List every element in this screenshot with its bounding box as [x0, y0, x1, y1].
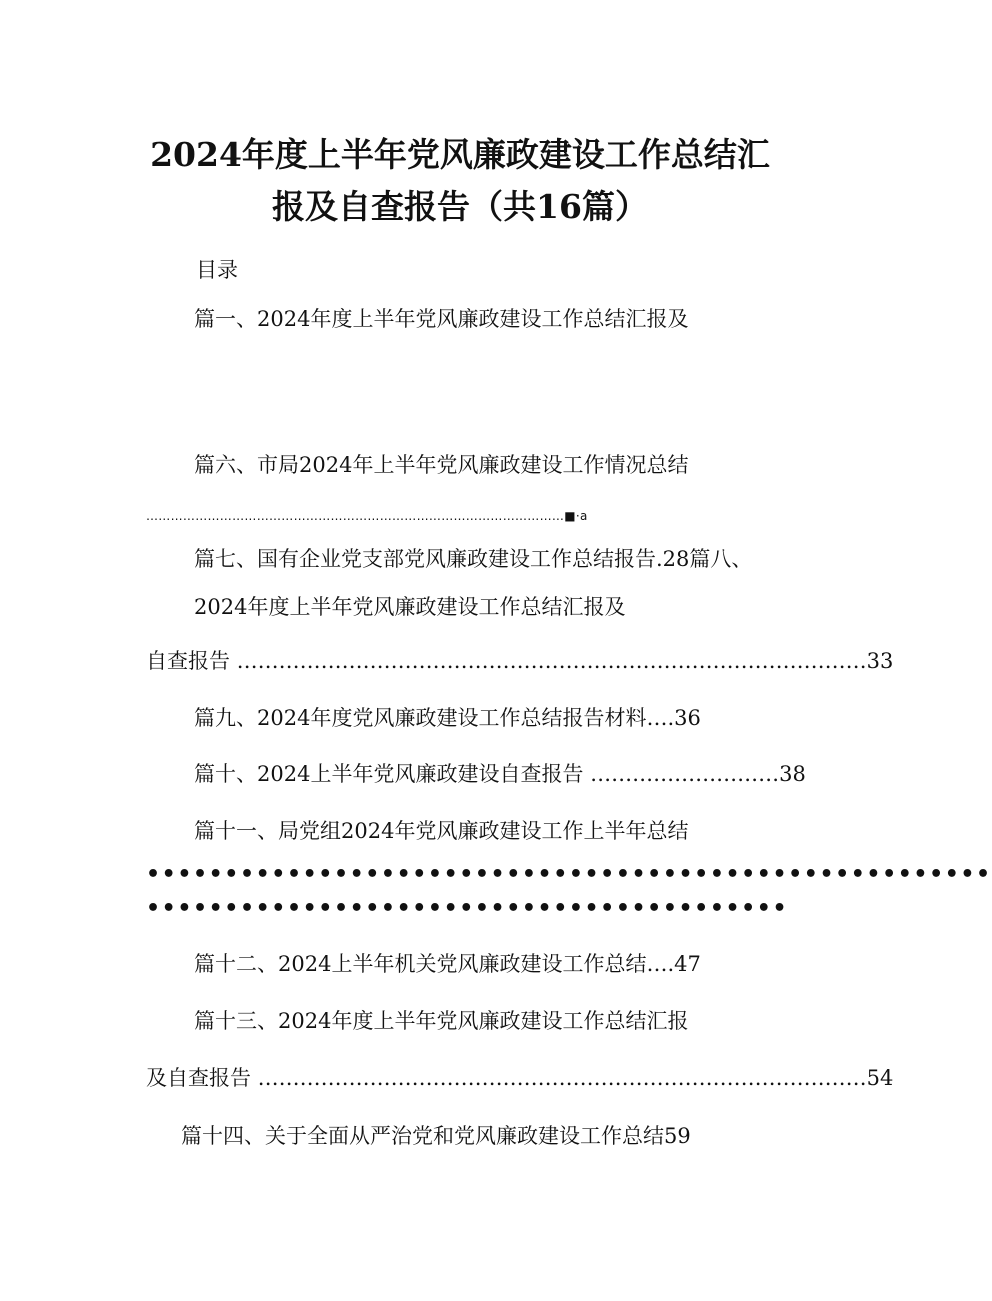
toc-entry-7: 篇七、国有企业党支部党风廉政建设工作总结报告.28篇八、 [194, 547, 753, 571]
toc-heading: 目录 [196, 258, 238, 282]
toc-entry-11-leader-1: •••••••••••••••••••••••••••••••••••••••••••••••••••••• [146, 862, 992, 887]
toc-entry-13-continued: 及自查报告 ……………………………………………………………………………54 [146, 1066, 894, 1090]
toc-entry-11: 篇十一、局党组2024年党风廉政建设工作上半年总结 [194, 819, 689, 843]
toc-entry-9: 篇九、2024年度党风廉政建设工作总结报告材料….36 [194, 706, 701, 730]
toc-entry-13: 篇十三、2024年度上半年党风廉政建设工作总结汇报 [194, 1009, 689, 1033]
toc-entry-12: 篇十二、2024上半年机关党风廉政建设工作总结….47 [194, 952, 701, 976]
toc-entry-8: 2024年度上半年党风廉政建设工作总结汇报及 [194, 595, 626, 619]
document-title-line-2: 报及自查报告（共16篇） [272, 187, 648, 226]
toc-entry-6-leader: …………………………………………………………………………………………■·a [146, 509, 588, 523]
toc-entry-1: 篇一、2024年度上半年党风廉政建设工作总结汇报及 [194, 307, 689, 331]
document-title-line-1: 2024年度上半年党风廉政建设工作总结汇 [150, 135, 770, 174]
toc-entry-11-leader-2: ••••••••••••••••••••••••••••••••••••••••• [146, 896, 789, 921]
toc-entry-10: 篇十、2024上半年党风廉政建设自查报告 ………………………38 [194, 762, 806, 786]
toc-entry-8-continued: 自查报告 ………………………………………………………………………………33 [146, 649, 894, 673]
toc-entry-14: 篇十四、关于全面从严治党和党风廉政建设工作总结59 [181, 1124, 691, 1148]
toc-entry-6: 篇六、市局2024年上半年党风廉政建设工作情况总结 [194, 453, 689, 477]
